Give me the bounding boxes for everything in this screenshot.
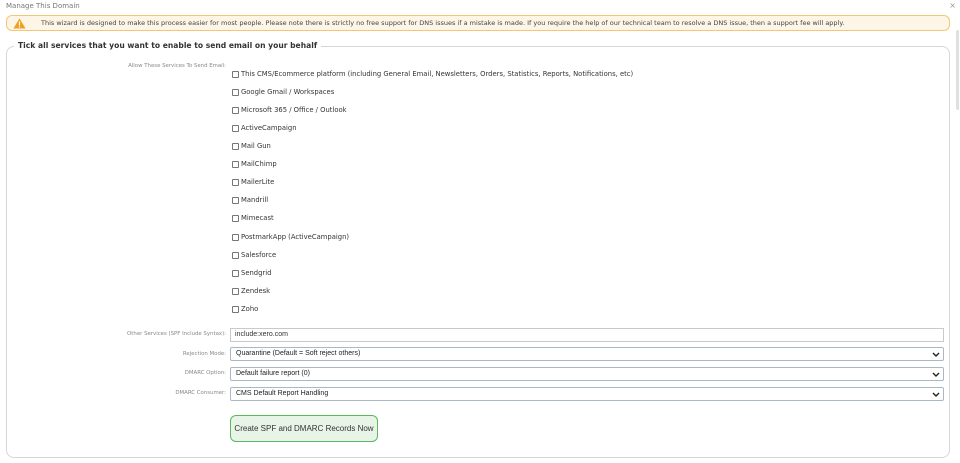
service-label: ActiveCampaign	[241, 124, 297, 132]
service-option[interactable]	[232, 159, 277, 169]
service-option[interactable]	[232, 232, 349, 242]
scrollbar-thumb[interactable]	[956, 30, 959, 110]
page-header	[0, 0, 960, 13]
create-records-button[interactable]: Create SPF and DMARC Records Now	[230, 415, 378, 442]
service-option[interactable]	[232, 250, 276, 260]
warning-text: This wizard is designed to make this process easier for most people. Please note there is strictly no free support for DNS issues if a mistake is made. If you require the help of our technical team to resolve a DNS issue, then a support fee will apply.	[41, 19, 845, 27]
service-option[interactable]	[232, 141, 271, 151]
other-services-label: Other Services (SPF Include Syntax):	[127, 331, 226, 337]
service-checkbox[interactable]	[232, 89, 239, 96]
rejection-mode-value: Quarantine (Default = Soft reject others)	[236, 350, 361, 357]
fieldset-legend: Tick all services that you want to enable to send email on your behalf	[14, 41, 321, 50]
service-checkbox[interactable]	[232, 179, 239, 186]
dmarc-option-value: Default failure report (0)	[236, 370, 310, 377]
rejection-mode-select[interactable]	[230, 347, 944, 361]
services-label: Allow These Services To Send Email:	[128, 63, 226, 69]
service-option[interactable]	[232, 213, 274, 223]
dmarc-option-label: DMARC Option:	[184, 370, 226, 376]
warning-icon	[13, 18, 26, 29]
service-label: Salesforce	[241, 251, 277, 259]
service-label: Google Gmail / Workspaces	[241, 88, 335, 96]
chevron-down-icon	[932, 391, 940, 398]
service-label: Sendgrid	[241, 269, 272, 277]
service-label: Zendesk	[241, 287, 271, 295]
service-checkbox[interactable]	[232, 270, 239, 277]
service-checkbox[interactable]	[232, 215, 239, 222]
other-services-input[interactable]: include:xero.com	[230, 328, 944, 342]
close-icon[interactable]: ×	[949, 1, 956, 10]
service-checkbox[interactable]	[232, 197, 239, 204]
service-option[interactable]	[232, 177, 274, 187]
service-checkbox[interactable]	[232, 125, 239, 132]
service-label: PostmarkApp (ActiveCampaign)	[241, 233, 350, 241]
warning-banner	[6, 15, 950, 31]
service-checkbox[interactable]	[232, 143, 239, 150]
chevron-down-icon	[932, 371, 940, 378]
service-option[interactable]	[232, 268, 271, 278]
service-label: Mandrill	[241, 196, 269, 204]
rejection-mode-label: Rejection Mode:	[182, 351, 226, 357]
page-title: Manage This Domain	[6, 2, 80, 10]
service-option[interactable]	[232, 69, 633, 79]
service-checkbox[interactable]	[232, 71, 239, 78]
service-label: Zoho	[241, 305, 259, 313]
service-label: Mail Gun	[241, 142, 271, 150]
service-checkbox[interactable]	[232, 161, 239, 168]
service-option[interactable]	[232, 195, 268, 205]
service-option[interactable]	[232, 105, 347, 115]
service-label: Mimecast	[241, 214, 274, 222]
service-checkbox[interactable]	[232, 107, 239, 114]
service-label: This CMS/Ecommerce platform (including General Email, Newsletters, Orders, Statistics, Reports, Notifications, etc)	[241, 70, 634, 78]
chevron-down-icon	[932, 351, 940, 358]
dmarc-option-select[interactable]	[230, 367, 944, 381]
service-label: MailerLite	[241, 178, 275, 186]
dmarc-consumer-select[interactable]	[230, 387, 944, 401]
service-label: Microsoft 365 / Office / Outlook	[241, 106, 347, 114]
service-option[interactable]	[232, 286, 270, 296]
service-label: MailChimp	[241, 160, 277, 168]
dmarc-consumer-label: DMARC Consumer:	[175, 390, 226, 396]
service-checkbox[interactable]	[232, 234, 239, 241]
service-checkbox[interactable]	[232, 252, 239, 259]
service-checkbox[interactable]	[232, 288, 239, 295]
service-option[interactable]	[232, 87, 334, 97]
dmarc-consumer-value: CMS Default Report Handling	[236, 390, 329, 397]
service-option[interactable]	[232, 123, 297, 133]
service-option[interactable]	[232, 304, 258, 314]
service-checkbox[interactable]	[232, 306, 239, 313]
